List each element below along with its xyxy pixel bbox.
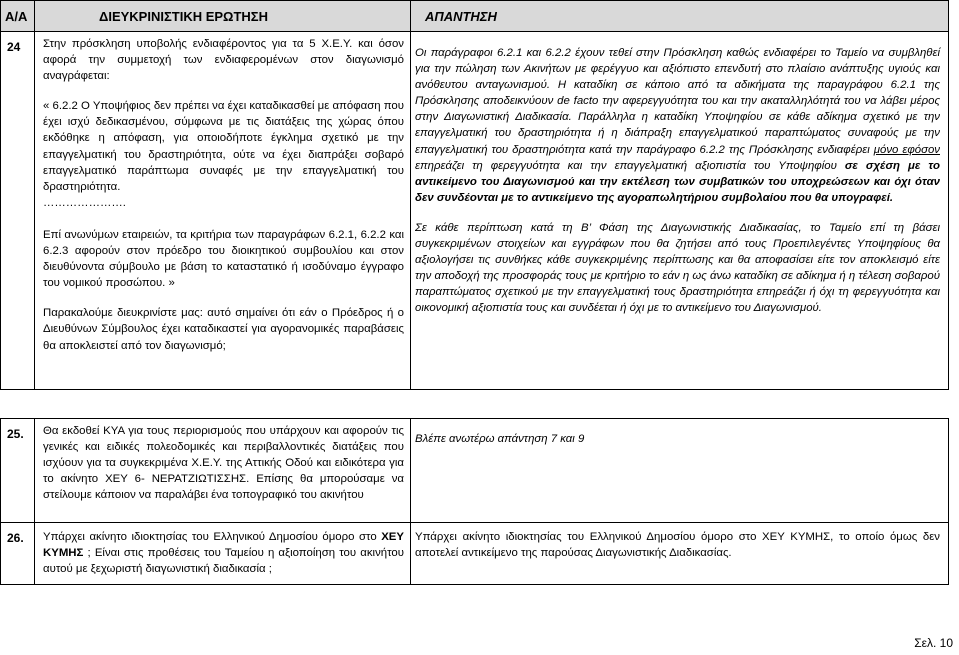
table-header-row [1,1,949,32]
row-number: 24 [1,32,35,390]
header-number: Α/Α [1,1,35,32]
question-cell: Θα εκδοθεί ΚΥΑ για τους περιορισμούς που υπάρχουν και αφορούν τις γενικές και ειδικές πολεοδομικές και περιβαλλοντικές διατάξεις που ισχύουν για τα συγκεκριμένα Χ.Ε.Υ. της Αττικής Οδού και ειδικότερα για το ακίνητο ΧΕΥ 6- ΝΕΡΑΤΖΙΩΤΙΣΣΗΣ. Επίσης θα μπορούσαμε να στείλουμε κάποιον να παραλάβει ένα τοπογραφικό του ακινήτου [35,419,411,523]
answer-underlined-text: μόνο εφόσον [873,143,940,156]
question-paragraph: Στην πρόσκληση υποβολής ενδιαφέροντος για τα 5 Χ.Ε.Υ. και όσον αφορά την συμμετοχή των ενδιαφερομένων στον διαγωνισμό αναγράφεται: [43,38,404,83]
question-text: ; Είναι στις προθέσεις του Ταμείου η αξιοποίηση του ακινήτου αυτού με ξεχωριστή διαγωνιστική διαδικασία ; [43,547,404,576]
question-paragraph: « 6.2.2 Ο Υποψήφιος δεν πρέπει να έχει καταδικασθεί με απόφαση που έχει ισχύ δεδικασμένου, σύμφωνα με τις διατάξεις της χώρας όπου εκδόθηκε η απόφαση, για οποιοδήποτε έγκλημα σχετικό με την επαγγελματική του δραστηριότητα, ούτε να έχει διαπράξει σοβαρό επαγγελματικό παράπτωμα συναφές με την επαγγελματική του δραστηριότητα. [43,100,404,193]
question-bold-text: ΧΕΥ ΚΥΜΗΣ [43,531,404,560]
answer-paragraph: Σε κάθε περίπτωση κατά τη Β’ Φάση της Διαγωνιστικής Διαδικασίας, το Ταμείο επί τη βάσει συγκεκριμένων στοιχείων και εγγράφων που θα ζητήσει από τους Προεπιλεγέντες Υποψηφίους θα αξιολογήσει τις συνθήκες κάθε συγκεκριμένης περίπτωσης και θα αποφασίσει είτε τον αποκλεισμό είτε την αποδοχή της προσφοράς τους με κριτήριο το εάν η ως άνω καταδίκη σε αδίκημα ή η τέλεση σοβαρού παραπτώματος σχετικού με την επαγγελματική τους δραστηριότητα επηρεάζει ή όχι τη φερεγγυότητα και οικονομική αξιοπιστία τους και συνδέεται ή όχι με το αντικείμενο του Διαγωνισμού. [415,221,940,315]
table-row [1,32,949,390]
answer-cell: Υπάρχει ακίνητο ιδιοκτησίας του Ελληνικού Δημοσίου όμορο στο ΧΕΥ ΚΥΜΗΣ, το οποίο όμως δεν αποτελεί αντικείμενο της παρούσας Διαγωνιστικής Διαδικασίας. [411,523,949,585]
question-text: Υπάρχει ακίνητο ιδιοκτησίας του Ελληνικού Δημοσίου όμορο στο [43,531,382,543]
answer-paragraph [415,45,940,206]
row-number: 25. [1,419,35,523]
header-question: ΔΙΕΥΚΡΙΝΙΣΤΙΚΗ ΕΡΩΤΗΣΗ [35,1,411,32]
answer-bold-text: σε σχέση με το αντικείμενο του Διαγωνισμού και την εκτέλεση των συμβατικών του υποχρεώσεων και όχι όταν δεν συνδέονται με το αντικείμενο της αγοραπωλητήριου συμβολαίου που θα υπογραφεί. [415,159,941,204]
question-cell [35,523,411,585]
header-answer: ΑΠΑΝΤΗΣΗ [411,1,949,32]
question-cell [35,32,411,390]
question-ellipsis: …………………. [43,196,126,209]
row-gap [1,390,949,419]
answer-text: Οι παράγραφοι 6.2.1 και 6.2.2 έχουν τεθεί στην Πρόσκληση καθώς ενδιαφέρει το Ταμείο να συμβληθεί για την πώληση των Ακινήτων με φερέγγυο και αξιόπιστο επενδυτή στο πλαίσιο ανάπτυξης υγιούς και ανόθευτου ανταγωνισμού. Η καταδίκη σε κάποιο από τα αδικήματα της παραγράφου 6.2.1 της Πρόσκλησης αποδεικνύουν de facto την αφερεγγυότητα του και την ακαταλληλότητά του να λάβει μέρος στην Διαγωνιστική Διαδικασία. Παράλληλα η καταδίκη Υποψηφίου σε κάθε αδίκημα σχετικό με την επαγγελματική του δραστηριότητα ή η διάπραξη επαγγελματικού παραπτώματος συναφούς με την επαγγελματική του δραστηριότητα κατά την παράγραφο 6.2.2 της Πρόσκλησης ενδιαφέρει [415,47,940,156]
table-row [1,523,949,585]
page-number: Σελ. 10 [914,636,953,650]
question-paragraph: Επί ανωνύμων εταιρειών, τα κριτήρια των παραγράφων 6.2.1, 6.2.2 και 6.2.3 αφορούν στον πρόεδρο του διοικητικού συμβουλίου και στον διευθύνοντα σύμβουλο με βάση το καταστατικό ή ισοδύναμο έγγραφο του νομικού προσώπου. » [43,228,404,290]
table-row [1,419,949,523]
answer-cell: Βλέπε ανωτέρω απάντηση 7 και 9 [411,419,949,523]
answer-text: επηρεάζει τη φερεγγυότητα και την επαγγελματική αξιοπιστία του Υποψηφίου [415,159,845,172]
answer-cell [411,32,949,390]
question-paragraph: Παρακαλούμε διευκρινίστε μας: αυτό σημαίνει ότι εάν ο Πρόεδρος ή ο Διευθύνων Σύμβουλος έχει καταδικαστεί για αγορανομικές παραβάσεις θα αποκλειστεί από τον διαγωνισμό; [43,307,404,352]
row-number: 26. [1,523,35,585]
